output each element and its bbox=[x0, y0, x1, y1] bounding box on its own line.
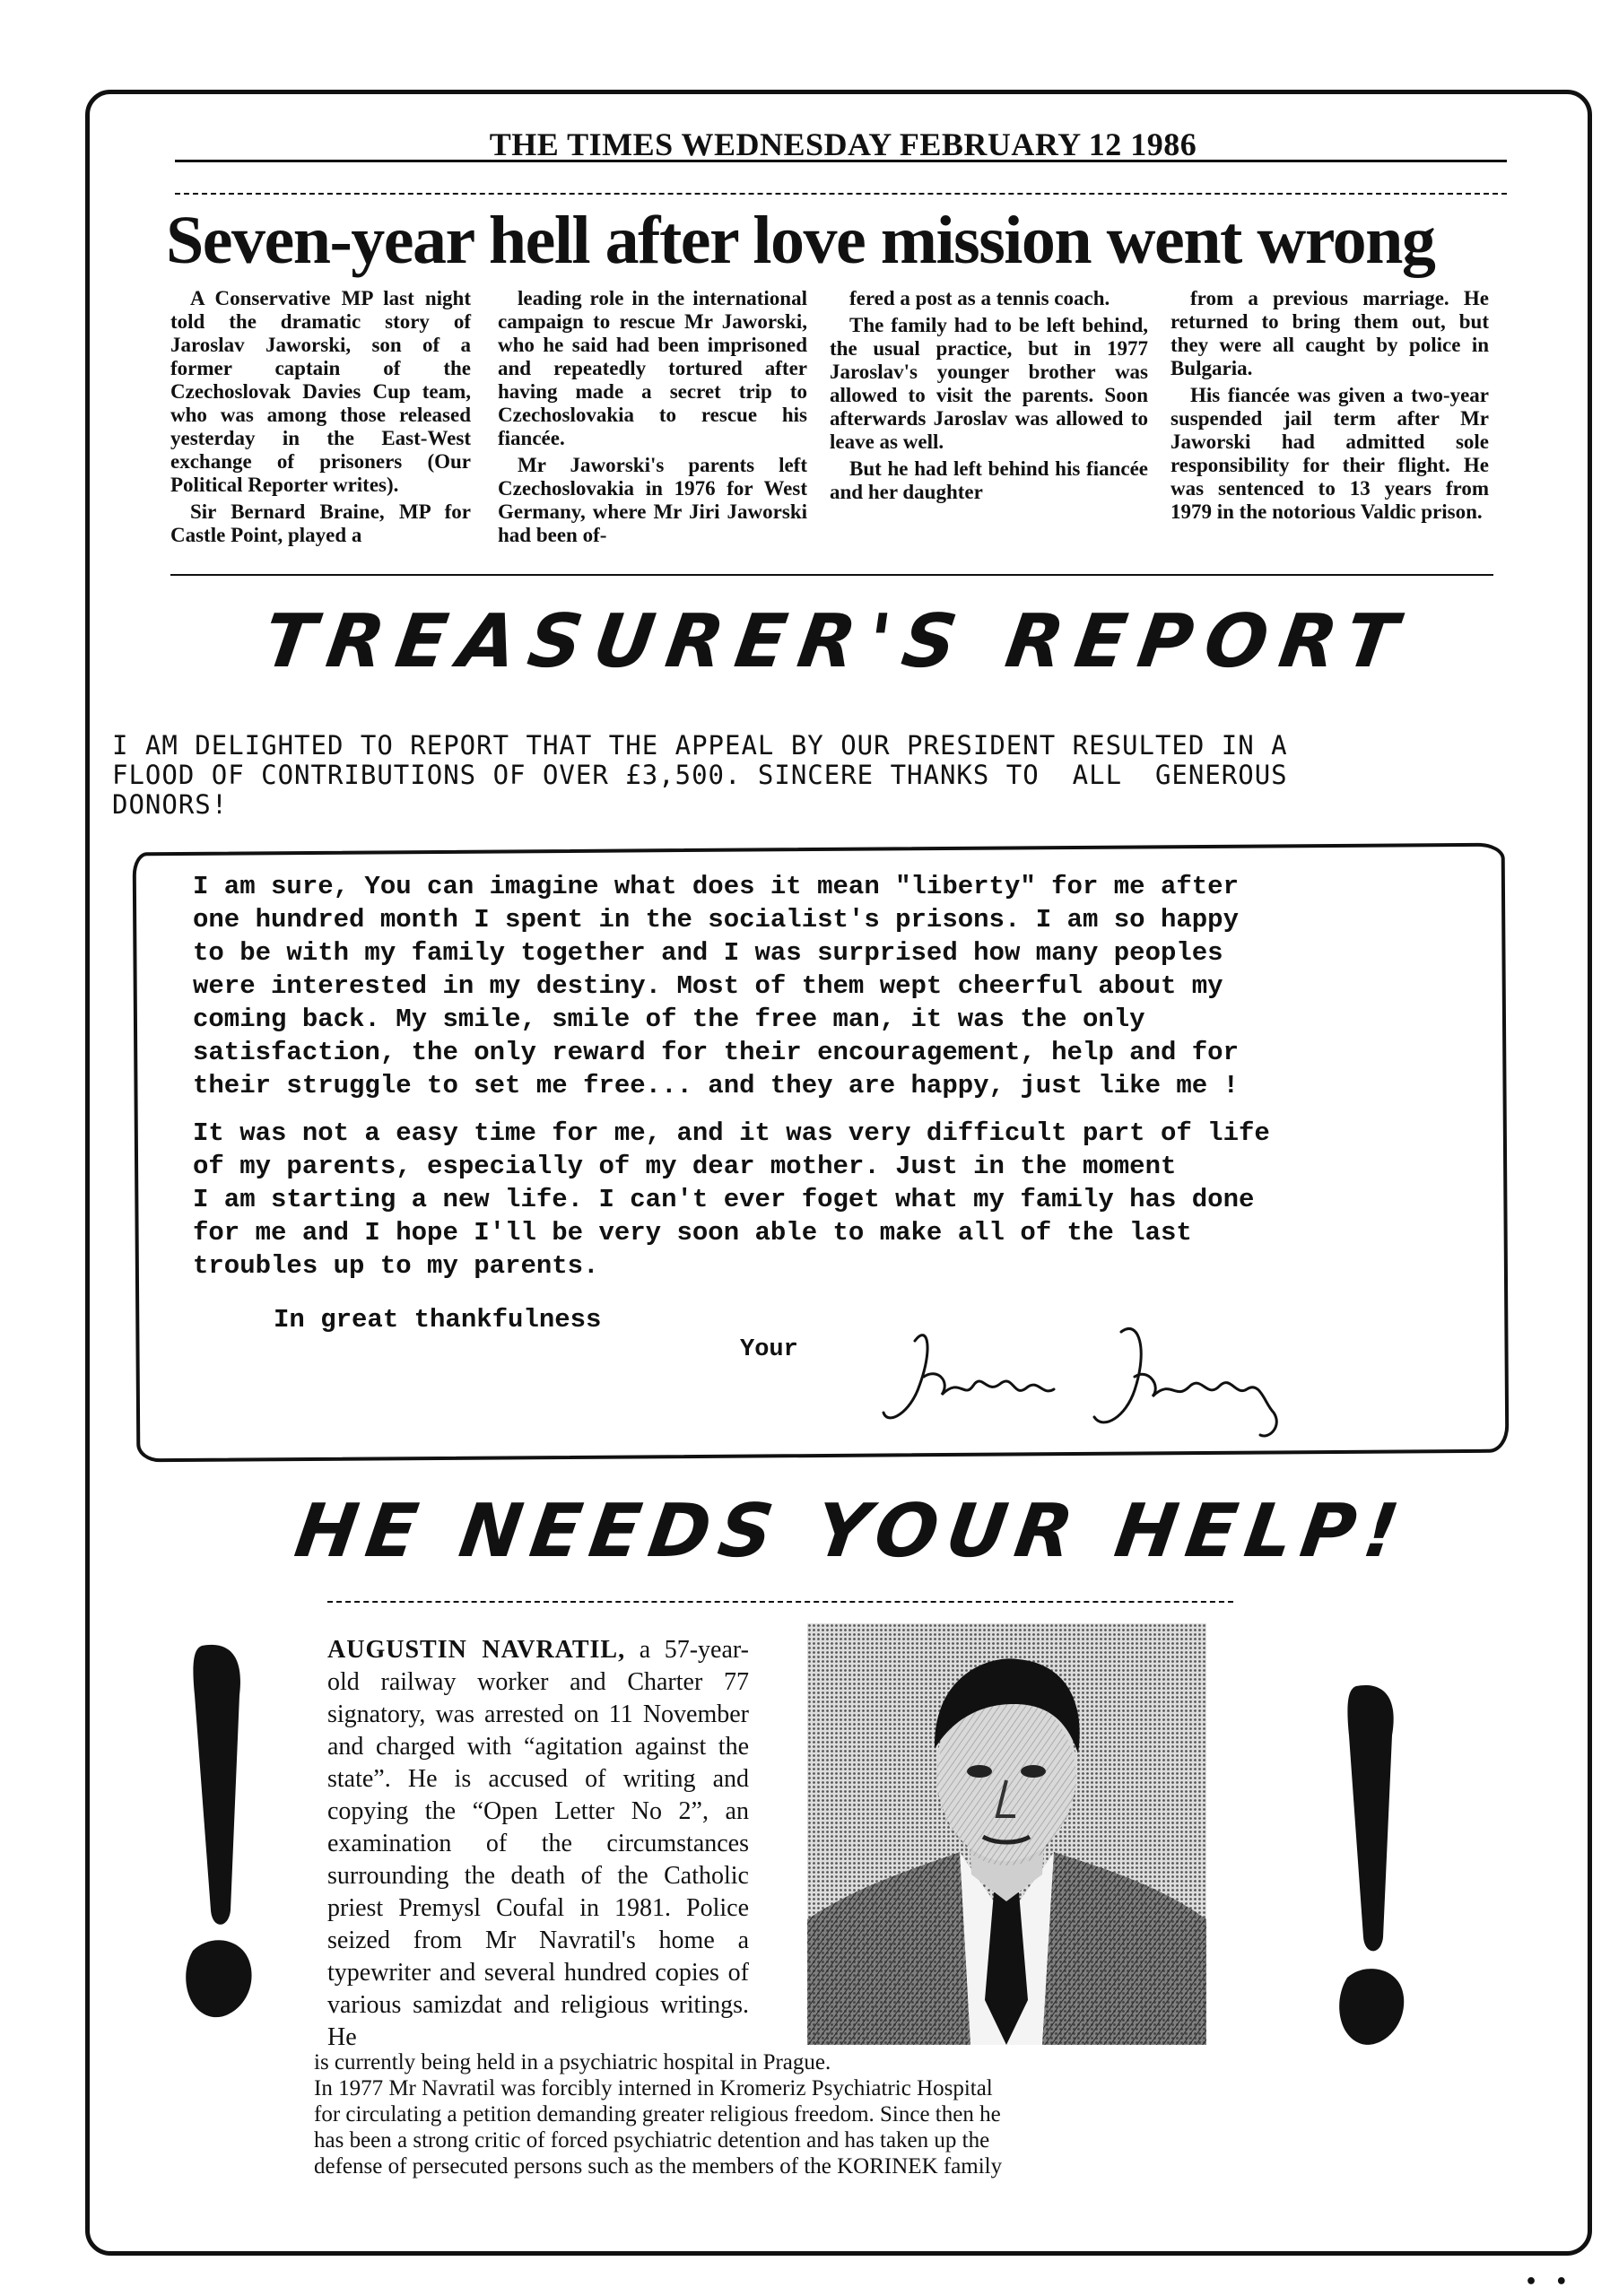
letter-paragraph-2 bbox=[193, 1117, 1466, 1283]
letter-closing: In great thankfulness bbox=[274, 1305, 602, 1335]
letter-line: for me and I hope I'll be very soon able to make all of the last bbox=[193, 1218, 1192, 1248]
corner-marks: • • bbox=[1525, 2271, 1573, 2293]
letter-body bbox=[193, 870, 1466, 1297]
letter-line: were interested in my destiny. Most of them wept cheerful about my bbox=[193, 971, 1223, 1001]
navratil-line: defense of persecuted persons such as the members of the KORINEK family bbox=[314, 2154, 1003, 2179]
newspaper-masthead: THE TIMES WEDNESDAY FEBRUARY 12 1986 bbox=[489, 126, 1197, 162]
letter-paragraph-1 bbox=[193, 870, 1466, 1102]
treasurer-line: DONORS! bbox=[112, 789, 229, 820]
letter-line: their struggle to set me free... and they are happy, just like me ! bbox=[193, 1071, 1239, 1100]
article-paragraph: But he had left behind his fiancée and her daughter bbox=[830, 457, 1148, 503]
letter-line: of my parents, especially of my dear mother. Just in the moment bbox=[193, 1152, 1177, 1181]
navratil-continued bbox=[314, 2049, 1211, 2179]
treasurer-report-text bbox=[112, 731, 1547, 820]
letter-line: I am starting a new life. I can't ever foget what my family has done bbox=[193, 1185, 1255, 1214]
appeal-heading: HE NEEDS YOUR HELP! bbox=[290, 1489, 1414, 1574]
exclamation-mark-icon bbox=[1327, 1682, 1413, 2058]
appeal-rule bbox=[327, 1601, 1233, 1603]
portrait-photo bbox=[807, 1623, 1206, 2045]
letter-line: to be with my family together and I was surprised how many peoples bbox=[193, 938, 1223, 968]
navratil-line: has been a strong critic of forced psychiatric detention and has taken up the bbox=[314, 2128, 990, 2152]
article-column-4 bbox=[1171, 287, 1489, 527]
article-bottom-rule bbox=[170, 574, 1493, 576]
headline-rule bbox=[175, 193, 1507, 195]
exclamation-mark-icon bbox=[175, 1641, 260, 2036]
article-paragraph: A Conservative MP last night told the dramatic story of Jaroslav Jaworski, son of a former captain of the Czechoslovak Davies Cup team, who was among those released yesterday in the East-West exchange of prisoners (Our Political Reporter writes). bbox=[170, 287, 471, 496]
article-paragraph: His fiancée was given a two-year suspended jail term after Mr Jaworski had admitted sole responsibility for their flight. He was sentenced to 13 years from 1979 in the notorious Valdic prison. bbox=[1171, 384, 1489, 523]
article-paragraph: fered a post as a tennis coach. bbox=[849, 287, 1110, 309]
article-paragraph: The family had to be left behind, the usual practice, but in 1977 Jaroslav's younger brother was allowed to visit the parents. Soon afterwards Jaroslav was allowed to leave as well. bbox=[830, 314, 1148, 453]
letter-line: troubles up to my parents. bbox=[193, 1251, 599, 1281]
article-paragraph: leading role in the international campaign to rescue Mr Jaworski, who he said had been imprisoned and repeatedly tortured after having made a secret trip to Czechoslovakia to rescue his fiancée. bbox=[498, 287, 807, 449]
treasurer-line: I AM DELIGHTED TO REPORT THAT THE APPEAL BY OUR PRESIDENT RESULTED IN A bbox=[112, 730, 1288, 761]
article-column-3 bbox=[830, 287, 1148, 508]
letter-line: coming back. My smile, smile of the free man, it was the only bbox=[193, 1004, 1145, 1034]
navratil-line: is currently being held in a psychiatric hospital in Prague. bbox=[314, 2050, 831, 2074]
navratil-line: In 1977 Mr Navratil was forcibly interned in Kromeriz Psychiatric Hospital bbox=[314, 2076, 993, 2100]
treasurer-line: FLOOD OF CONTRIBUTIONS OF OVER £3,500. SINCERE THANKS TO ALL GENEROUS bbox=[112, 760, 1288, 790]
navratil-line: for circulating a petition demanding greater religious freedom. Since then he bbox=[314, 2102, 1001, 2126]
treasurer-heading: TREASURER'S REPORT bbox=[258, 599, 1415, 684]
article-headline: Seven-year hell after love mission went wrong bbox=[166, 203, 1435, 278]
letter-line: It was not a easy time for me, and it was very difficult part of life bbox=[193, 1118, 1270, 1148]
article-paragraph: Sir Bernard Braine, MP for Castle Point, played a bbox=[170, 500, 471, 546]
article-paragraph: from a previous marriage. He returned to bring them out, but they were all caught by police in Bulgaria. bbox=[1171, 287, 1489, 379]
article-column-2 bbox=[498, 287, 807, 551]
letter-your: Your bbox=[740, 1336, 798, 1363]
navratil-column bbox=[327, 1634, 749, 2054]
masthead-rule bbox=[175, 160, 1507, 162]
letter-line: I am sure, You can imagine what does it mean "liberty" for me after bbox=[193, 872, 1239, 901]
navratil-name: AUGUSTIN NAVRATIL, bbox=[327, 1636, 626, 1664]
article-paragraph: Mr Jaworski's parents left Czechoslovakia in 1976 for West Germany, where Mr Jiri Jaworski had been of- bbox=[498, 454, 807, 546]
letter-line: satisfaction, the only reward for their encouragement, help and for bbox=[193, 1038, 1239, 1067]
letter-line: one hundred month I spent in the socialist's prisons. I am so happy bbox=[193, 905, 1239, 935]
signature bbox=[879, 1314, 1345, 1448]
article-column-1 bbox=[170, 287, 471, 551]
navratil-column-text: a 57-year-old railway worker and Charter 77 signatory, was arrested on 11 November and charged with “agitation against the state”. He is accused of writing and copying the “Open Letter No 2”, an examination of the circumstances surrounding the death of the Catholic priest Premysl Coufal in 1981. Police seized from Mr Navratil's home a typewriter and several hundred copies of various samizdat and religious writings. He bbox=[327, 1636, 749, 2051]
